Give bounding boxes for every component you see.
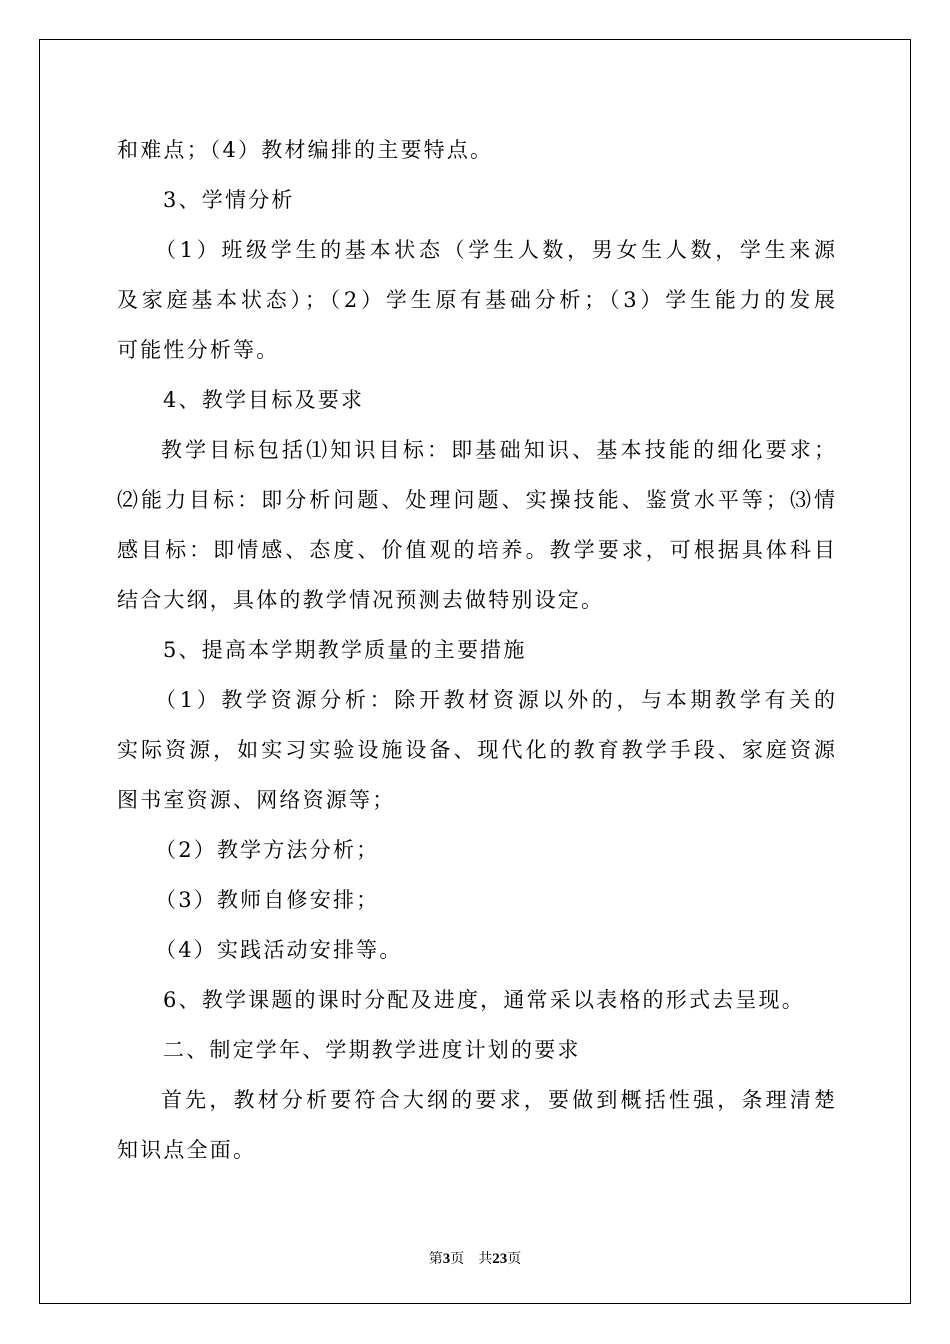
current-page-number: 3 [442, 1251, 451, 1267]
section-heading: 3、学情分析 [163, 188, 295, 212]
section-heading: 4、教学目标及要求 [163, 388, 365, 412]
list-item: （4）实践活动安排等。 [155, 938, 403, 962]
paragraph-line: （1）教学资源分析：除开教材资源以外的，与本期教学有关的 [155, 688, 835, 712]
page-footer [0, 1248, 950, 1268]
section-heading: 5、提高本学期教学质量的主要措施 [163, 638, 527, 662]
list-item: （3）教师自修安排； [155, 888, 380, 912]
section-heading: 二、制定学年、学期教学进度计划的要求 [163, 1038, 581, 1062]
paragraph-line: 可能性分析等。 [117, 338, 280, 362]
list-item: （2）教学方法分析； [155, 838, 380, 862]
paragraph-line: （1）班级学生的基本状态（学生人数，男女生人数，学生来源 [155, 238, 835, 262]
paragraph-line: ⑵能力目标：即分析问题、处理问题、实操技能、鉴赏水平等；⑶情 [117, 488, 835, 512]
paragraph-line: 首先，教材分析要符合大纲的要求，要做到概括性强，条理清楚 [161, 1088, 835, 1112]
footer-prefix: 第 [428, 1251, 443, 1267]
paragraph-line: 及家庭基本状态）；（2）学生原有基础分析；（3）学生能力的发展 [117, 288, 835, 312]
footer-suffix: 页 [507, 1251, 522, 1267]
paragraph-line: 图书室资源、网络资源等； [117, 788, 396, 812]
document-body [117, 125, 835, 1175]
paragraph-line: 教学目标包括⑴知识目标：即基础知识、基本技能的细化要求； [161, 438, 835, 462]
footer-mid: 页 共 [450, 1251, 493, 1267]
total-page-count: 23 [492, 1251, 508, 1267]
section-heading: 6、教学课题的课时分配及进度，通常采以表格的形式去呈现。 [163, 988, 805, 1012]
paragraph-line: 知识点全面。 [117, 1138, 257, 1162]
paragraph-line: 结合大纲，具体的教学情况预测去做特别设定。 [117, 588, 605, 612]
paragraph-line: 和难点；（4）教材编排的主要特点。 [117, 138, 494, 162]
paragraph-line: 实际资源，如实习实验设施设备、现代化的教育教学手段、家庭资源 [117, 738, 835, 762]
paragraph-line: 感目标：即情感、态度、价值观的培养。教学要求，可根据具体科目 [117, 538, 835, 562]
